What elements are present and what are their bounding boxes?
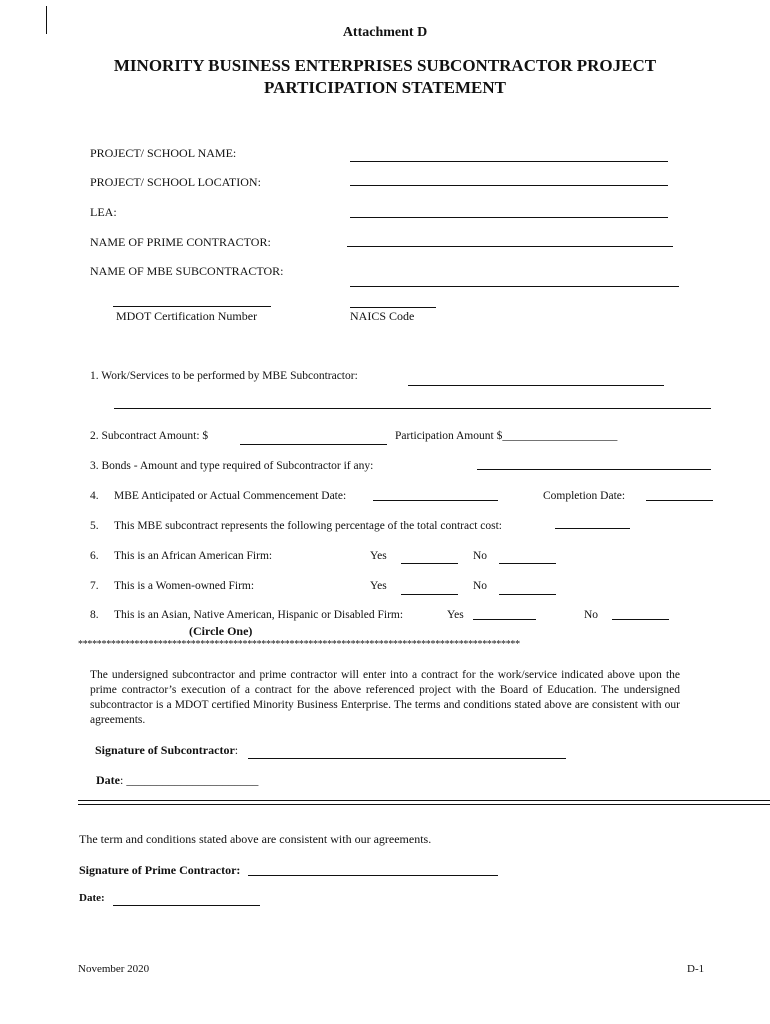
item-6-no-label: No [473,550,488,562]
attachment-label: Attachment D [342,25,428,40]
item-8-number: 8. [90,609,99,621]
item-6-label: This is an African American Firm: [114,550,273,562]
item-7-no-field[interactable] [499,594,556,595]
project-location-label: PROJECT/ SCHOOL LOCATION: [90,175,261,189]
item-5-label: This MBE subcontract represents the following percentage of the total contract cost: [114,520,503,532]
divider [78,800,770,805]
item-8-yes-label: Yes [447,609,464,621]
item-7-no-label: No [473,580,488,592]
lea-field[interactable] [350,217,668,218]
page-title: MINORITY BUSINESS ENTERPRISES SUBCONTRACTOR PROJECT [113,56,657,75]
mbe-subcontractor-label: NAME OF MBE SUBCONTRACTOR: [90,264,284,278]
subcontractor-date-row[interactable] [96,773,258,788]
item-2-label: 2. Subcontract Amount: $ [90,430,209,442]
prime-date-label: Date: [79,892,105,904]
subcontractor-signature-label: Signature of Subcontractor: [95,743,239,757]
subcontractor-signature-field[interactable] [248,758,566,759]
subcontractor-signature-colon: : [234,743,239,757]
footer-date: November 2020 [78,963,150,975]
item-6-number: 6. [90,550,99,562]
item-8-no-field[interactable] [612,619,669,620]
lea-label: LEA: [90,205,117,219]
participation-amount-label[interactable]: Participation Amount $____________________ [395,430,618,442]
item-6-no-field[interactable] [499,563,556,564]
item-1-label: 1. Work/Services to be performed by MBE Subcontractor: [90,370,358,382]
project-name-field[interactable] [350,161,668,162]
prime-signature-label: Signature of Prime Contractor: [79,863,241,877]
work-services-field[interactable] [408,385,664,386]
project-name-label: PROJECT/ SCHOOL NAME: [90,146,237,160]
naics-label: NAICS Code [350,309,415,323]
naics-field[interactable] [350,307,436,308]
item-7-number: 7. [90,580,99,592]
bonds-field[interactable] [477,469,711,470]
agreement-text: The term and conditions stated above are consistent with our agreements. [79,832,432,846]
prime-signature-field[interactable] [248,875,498,876]
percentage-field[interactable] [555,528,630,529]
item-4-label: MBE Anticipated or Actual Commencement Date: [114,490,347,502]
subcontractor-date-label: Date [96,773,120,787]
prime-date-field[interactable] [113,905,260,906]
item-7-yes-field[interactable] [401,594,458,595]
statement-paragraph: The undersigned subcontractor and prime contractor will enter into a contract for the work/service indicated above upon the prime contractor’s execution of a contract for the above referenced project with the Board of Education. The undersigned subcontractor is a MDOT certified Minority Business Enterprise. The terms and conditions stated above are consistent with our agreements. [90,669,680,726]
subcontractor-date-field[interactable]: : ______________________ [120,773,259,787]
mdot-cert-field[interactable] [113,306,271,307]
item-8-no-label: No [584,609,599,621]
project-location-field[interactable] [350,185,668,186]
item-3-label: 3. Bonds - Amount and type required of Subcontractor if any: [90,460,374,472]
commencement-date-field[interactable] [373,500,498,501]
mdot-cert-label: MDOT Certification Number [116,309,258,323]
completion-date-field[interactable] [646,500,713,501]
page-number: D-1 [687,963,705,975]
mbe-subcontractor-field[interactable] [350,286,679,287]
page-subtitle: PARTICIPATION STATEMENT [264,78,506,97]
item-4-number: 4. [90,490,99,502]
prime-contractor-label: NAME OF PRIME CONTRACTOR: [90,235,271,249]
separator: ********************************************************************************************** [78,639,520,650]
work-services-field-2[interactable] [114,408,711,409]
prime-contractor-field[interactable] [347,246,673,247]
item-8-yes-field[interactable] [473,619,536,620]
subcontract-amount-field[interactable] [240,444,387,445]
item-6-yes-label: Yes [370,550,387,562]
item-6-yes-field[interactable] [401,563,458,564]
item-7-yes-label: Yes [370,580,387,592]
item-7-label: This is a Women-owned Firm: [114,580,255,592]
completion-date-label: Completion Date: [543,490,626,502]
item-8-label: This is an Asian, Native American, Hispanic or Disabled Firm: [114,609,404,621]
item-5-number: 5. [90,520,99,532]
circle-one-note: (Circle One) [189,624,253,638]
